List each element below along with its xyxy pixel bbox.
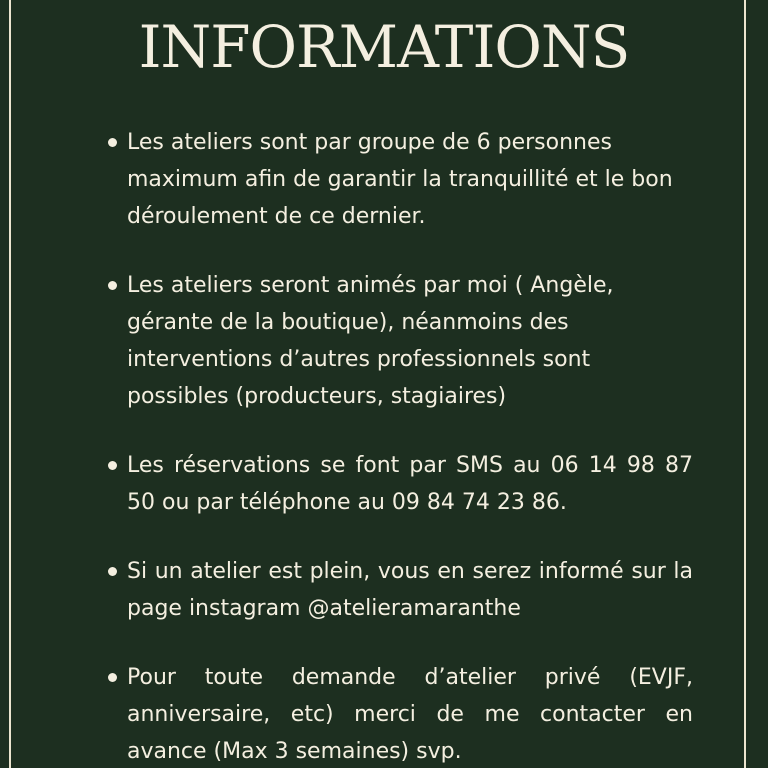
list-item-full-workshop [127,553,693,627]
bullet-icon [108,138,117,147]
list-item-group-size [127,124,693,235]
frame-line-left [9,0,11,768]
page-title: INFORMATIONS [138,13,630,81]
bullet-icon [108,461,117,470]
bullet-icon [108,567,117,576]
list-item-text: Pour toute demande d’atelier privé (EVJF, anniversaire, etc) merci de me contacter en avance (Max 3 semaines) svp. [127,665,693,764]
list-item-facilitator [127,267,693,415]
frame-line-right [744,0,746,768]
list-item-text: Les ateliers sont par groupe de 6 personnes maximum afin de garantir la tranquillité et le bon déroulement de ce dernier. [127,130,673,229]
bullet-icon [108,673,117,682]
list-item-private-workshop [127,659,693,768]
information-list [127,124,693,768]
list-item-reservations [127,447,693,521]
list-item-text: Les réservations se font par SMS au 06 14 98 87 50 ou par téléphone au 09 84 74 23 86. [127,453,693,515]
bullet-icon [108,281,117,290]
list-item-text: Les ateliers seront animés par moi ( Angèle, gérante de la boutique), néanmoins des interventions d’autres professionnels sont possibles (producteurs, stagiaires) [127,273,614,409]
list-item-text: Si un atelier est plein, vous en serez informé sur la page instagram @atelieramaranthe [127,559,693,621]
